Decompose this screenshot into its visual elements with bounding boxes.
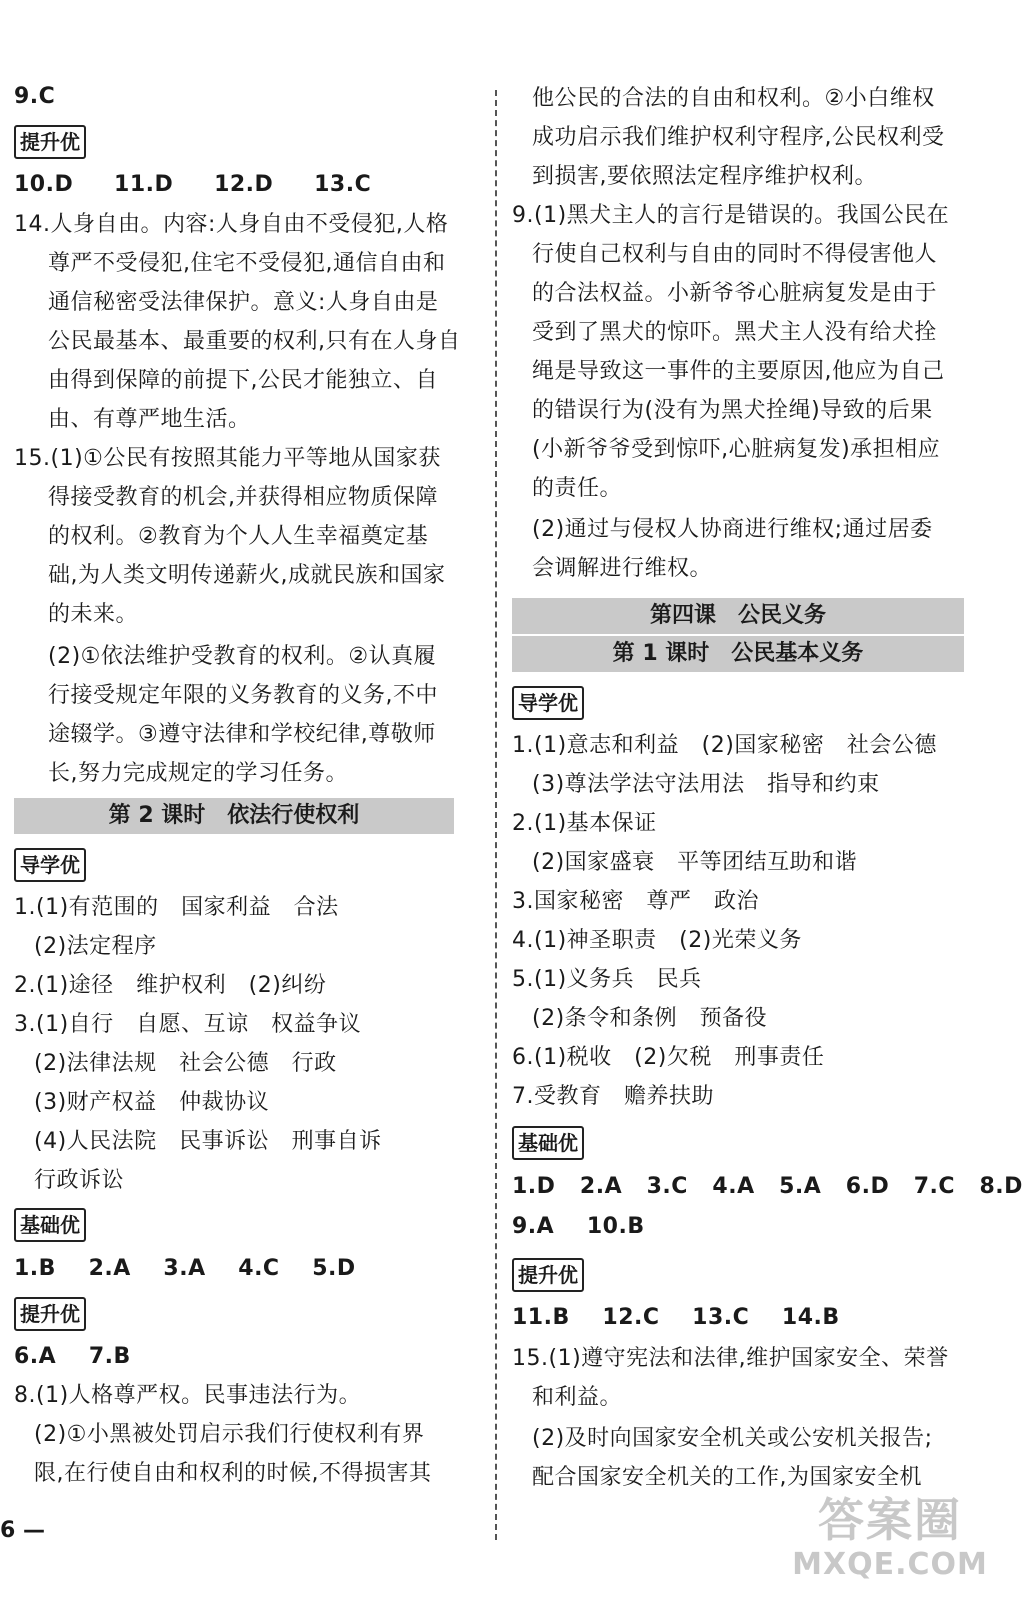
answer-item: 12.C xyxy=(602,1305,660,1330)
answer-line: (3)财产权益 仲裁协议 xyxy=(34,1090,270,1115)
section-tag-jichu: 基础优 xyxy=(512,1126,584,1160)
answer-line: (2)国家盛衰 平等团结互助和谐 xyxy=(532,850,858,875)
answer-line: 通信秘密受法律保护。意义:人身自由是 xyxy=(48,290,439,315)
answer-line: 4.(1)神圣职责 (2)光荣义务 xyxy=(512,928,802,953)
answer-line: (2)①依法维护受教育的权利。②认真履 xyxy=(48,644,437,669)
answer-line: 1.(1)有范围的 国家利益 合法 xyxy=(14,895,339,920)
answer-line: (2)法定程序 xyxy=(34,934,157,959)
watermark-url: MXQE.COM xyxy=(792,1547,988,1582)
answer-line: 15.(1)①公民有按照其能力平等地从国家获 xyxy=(14,446,441,471)
answer-item: 6.A xyxy=(14,1344,57,1369)
answer-line: 7.受教育 赡养扶助 xyxy=(512,1084,714,1109)
answer-item: 9.A xyxy=(512,1214,555,1239)
answer-item: 10.B xyxy=(586,1214,645,1239)
answer-line: (3)尊法学法守法用法 指导和约束 xyxy=(532,772,880,797)
answer-line: 由得到保障的前提下,公民才能独立、自 xyxy=(48,368,438,393)
answer-line: 5.(1)义务兵 民兵 xyxy=(512,967,702,992)
answer-line: 8.(1)人格尊严权。民事违法行为。 xyxy=(14,1383,362,1408)
answer-line: 的权利。②教育为个人人生幸福奠定基 xyxy=(48,524,429,549)
section-tag-jichu: 基础优 xyxy=(14,1208,86,1242)
section-tag-daoxue: 导学优 xyxy=(14,848,86,882)
answer-item: 2.A xyxy=(88,1256,131,1281)
answer-item: 11.B xyxy=(512,1305,570,1330)
answer-line: 公民最基本、最重要的权利,只有在人身自 xyxy=(48,329,461,354)
answer-line: 14.人身自由。内容:人身自由不受侵犯,人格 xyxy=(14,212,449,237)
answer-line: 到损害,要依照法定程序维护权利。 xyxy=(532,164,877,189)
answer-line xyxy=(14,170,371,200)
answer-item: 7.B xyxy=(88,1344,131,1369)
answer-line: 他公民的合法的自由和权利。②小白维权 xyxy=(532,86,935,111)
answer-line: 2.(1)基本保证 xyxy=(512,811,657,836)
section-tag-tisheng: 提升优 xyxy=(14,1297,86,1331)
answer-line: (2)条令和条例 预备役 xyxy=(532,1006,768,1031)
answer-line: 和利益。 xyxy=(532,1385,623,1410)
answer-item: 14.B xyxy=(781,1305,840,1330)
answer-line xyxy=(14,1254,356,1284)
answer-item: 10.D xyxy=(14,172,74,197)
answer-line: 得接受教育的机会,并获得相应物质保障 xyxy=(48,485,438,510)
answer-line: 尊严不受侵犯,住宅不受侵犯,通信自由和 xyxy=(48,251,446,276)
page-number: 6 — xyxy=(0,1518,45,1543)
answer-line xyxy=(512,1303,840,1333)
watermark-text: 答案圈 xyxy=(818,1493,962,1547)
answer-item: 13.C xyxy=(692,1305,750,1330)
answer-item: 7.C xyxy=(913,1174,956,1199)
answer-line: 9.C xyxy=(14,84,56,109)
answer-line: (2)法律法规 社会公德 行政 xyxy=(34,1051,337,1076)
answer-item: 13.C xyxy=(314,172,372,197)
answer-item: 5.D xyxy=(312,1256,356,1281)
answer-line: 行接受规定年限的义务教育的义务,不中 xyxy=(48,683,438,708)
answer-item: 4.C xyxy=(238,1256,280,1281)
answer-line: 的责任。 xyxy=(532,476,623,501)
section-tag-tisheng: 提升优 xyxy=(512,1258,584,1292)
answer-line: 配合国家安全机关的工作,为国家安全机 xyxy=(532,1465,922,1490)
answer-line: 3.(1)自行 自愿、互谅 权益争议 xyxy=(14,1012,362,1037)
answer-line: 3.国家秘密 尊严 政治 xyxy=(512,889,759,914)
answer-line: 的合法权益。小新爷爷心脏病复发是由于 xyxy=(532,281,938,306)
answer-item: 2.A xyxy=(579,1174,623,1199)
answer-line: 受到了黑犬的惊吓。黑犬主人没有给犬拴 xyxy=(532,320,938,345)
answer-item: 12.D xyxy=(214,172,274,197)
answer-line: 绳是导致这一事件的主要原因,他应为自己 xyxy=(532,359,945,384)
answer-line: 2.(1)途径 维护权利 (2)纠纷 xyxy=(14,973,327,998)
answer-line: 限,在行使自由和权利的时候,不得损害其 xyxy=(34,1461,432,1486)
answer-line xyxy=(512,1212,645,1242)
answer-line: 会调解进行维权。 xyxy=(532,556,713,581)
answer-item: 3.C xyxy=(646,1174,688,1199)
answer-item: 1.B xyxy=(14,1256,56,1281)
answer-item: 6.D xyxy=(845,1174,890,1199)
answer-line: 成功启示我们维护权利守程序,公民权利受 xyxy=(532,125,945,150)
answer-line: (2)①小黑被处罚启示我们行使权利有界 xyxy=(34,1422,425,1447)
answer-line: 的未来。 xyxy=(48,602,139,627)
answer-line: (小新爷爷受到惊吓,心脏病复发)承担相应 xyxy=(532,437,941,462)
answer-line: 6.(1)税收 (2)欠税 刑事责任 xyxy=(512,1045,825,1070)
chapter-header-band: 第四课 公民义务 xyxy=(512,598,964,634)
answer-line: 由、有尊严地生活。 xyxy=(48,407,251,432)
answer-item: 1.D xyxy=(512,1174,556,1199)
answer-line: 途辍学。③遵守法律和学校纪律,尊敬师 xyxy=(48,722,436,747)
section-tag-daoxue: 导学优 xyxy=(512,686,584,720)
answer-item: 8.D xyxy=(979,1174,1023,1199)
answer-line xyxy=(14,1342,131,1372)
answer-line: (2)通过与侵权人协商进行维权;通过居委 xyxy=(532,517,933,542)
answer-line: 础,为人类文明传递薪火,成就民族和国家 xyxy=(48,563,446,588)
answer-line: 长,努力完成规定的学习任务。 xyxy=(48,761,348,786)
answer-line: 的错误行为(没有为黑犬拴绳)导致的后果 xyxy=(532,398,933,423)
lesson-header-band: 第 1 课时 公民基本义务 xyxy=(512,636,964,672)
answer-line: 15.(1)遵守宪法和法律,维护国家安全、荣誉 xyxy=(512,1346,949,1371)
answer-item: 11.D xyxy=(114,172,174,197)
answer-line: 行政诉讼 xyxy=(34,1168,125,1193)
answer-line: 9.(1)黑犬主人的言行是错误的。我国公民在 xyxy=(512,203,950,228)
answer-item: 4.A xyxy=(712,1174,755,1199)
lesson-header-band: 第 2 课时 依法行使权利 xyxy=(14,798,454,834)
answer-item: 3.A xyxy=(163,1256,206,1281)
answer-line: (4)人民法院 民事诉讼 刑事自诉 xyxy=(34,1129,382,1154)
watermark-logo xyxy=(790,1492,990,1582)
section-tag-tisheng: 提升优 xyxy=(14,125,86,159)
answer-line xyxy=(512,1172,1023,1202)
answer-line: 1.(1)意志和利益 (2)国家秘密 社会公德 xyxy=(512,733,937,758)
answer-line: (2)及时向国家安全机关或公安机关报告; xyxy=(532,1426,933,1451)
column-divider xyxy=(495,90,497,1540)
answer-line: 行使自己权利与自由的同时不得侵害他人 xyxy=(532,242,938,267)
answer-item: 5.A xyxy=(779,1174,822,1199)
